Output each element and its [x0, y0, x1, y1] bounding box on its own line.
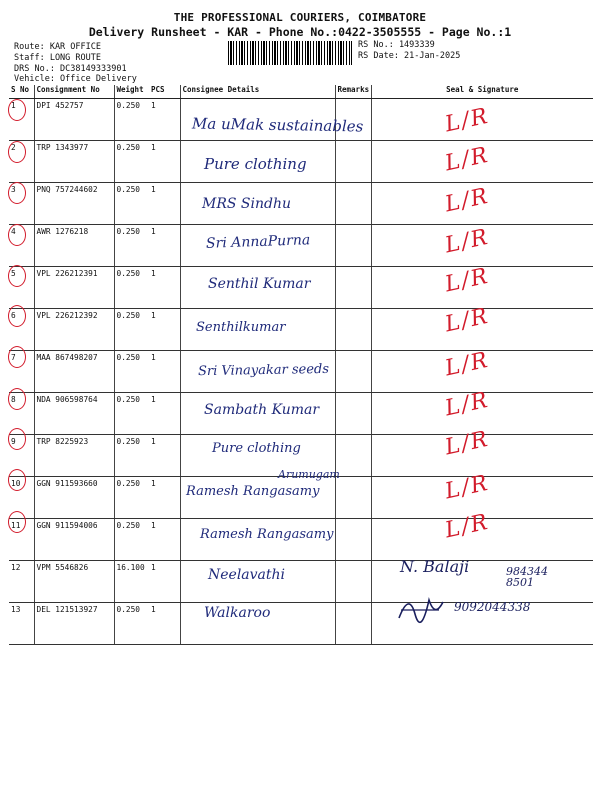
row-consignment: MAA 867498207 — [34, 351, 114, 393]
row-remarks — [335, 141, 371, 183]
check-circle-icon — [8, 469, 26, 491]
row-consignment: GGN 911594006 — [34, 519, 114, 561]
row-consignment: PNQ 757244602 — [34, 183, 114, 225]
row-pcs: 1 — [149, 225, 180, 267]
handwritten-phone: 9843448501 — [506, 565, 548, 589]
row-weight: 0.250 — [114, 309, 149, 351]
handwritten-consignee: Senthilkumar — [196, 320, 286, 335]
handwritten-phone: 9092044338 — [454, 600, 531, 614]
check-circle-icon — [8, 428, 26, 450]
row-remarks — [335, 309, 371, 351]
col-pcs: PCS — [149, 85, 180, 99]
row-weight: 0.250 — [114, 267, 149, 309]
handwritten-consignee: Neelavathi — [208, 567, 286, 583]
row-weight: 0.250 — [114, 351, 149, 393]
handwritten-signature: L/R — [442, 426, 492, 461]
row-consignment: DEL 121513927 — [34, 603, 114, 645]
handwritten-signature: L/R — [442, 224, 492, 259]
row-remarks — [335, 183, 371, 225]
rs-number: RS No.: 1493339 — [358, 40, 435, 50]
row-consignment: VPL 226212391 — [34, 267, 114, 309]
handwritten-signature: L/R — [442, 103, 492, 138]
col-sno: S No — [9, 85, 34, 99]
row-pcs: 1 — [149, 99, 180, 141]
row-consignment: GGN 911593660 — [34, 477, 114, 519]
row-remarks — [335, 435, 371, 477]
handwritten-signature: L/R — [442, 387, 492, 422]
handwritten-consignee: Walkaroo — [204, 605, 271, 621]
handwritten-consignee: Sri Vinayakar seeds — [197, 361, 330, 380]
row-remarks — [335, 519, 371, 561]
check-circle-icon — [8, 141, 26, 163]
row-pcs: 1 — [149, 141, 180, 183]
runsheet-subtitle: Delivery Runsheet - KAR - Phone No.:0422-3505555 - Page No.:1 — [88, 25, 512, 39]
row-remarks — [335, 477, 371, 519]
row-consignment: AWR 1276218 — [34, 225, 114, 267]
row-sno: 5 — [9, 267, 34, 309]
check-circle-icon — [8, 305, 26, 327]
row-remarks — [335, 225, 371, 267]
staff-label: Staff: LONG ROUTE — [14, 53, 101, 63]
col-consignment: Consignment No — [34, 85, 114, 99]
row-consignment: VPM 5546826 — [34, 561, 114, 603]
handwritten-signature: L/R — [442, 509, 492, 544]
check-circle-icon — [8, 388, 26, 410]
handwritten-consignee: Ramesh Rangasamy — [200, 527, 334, 542]
table-row — [9, 309, 593, 351]
col-weight: Weight — [114, 85, 149, 99]
handwritten-signature: L/R — [442, 347, 492, 382]
row-weight: 0.250 — [114, 183, 149, 225]
handwritten-consignee: Sri AnnaPurna — [205, 232, 311, 252]
row-weight: 0.250 — [114, 141, 149, 183]
row-sno: 3 — [9, 183, 34, 225]
handwritten-signature: L/R — [442, 263, 492, 298]
row-pcs: 1 — [149, 267, 180, 309]
row-sno: 7 — [9, 351, 34, 393]
row-consignment: TRP 8225923 — [34, 435, 114, 477]
row-weight: 0.250 — [114, 603, 149, 645]
check-circle-icon — [8, 511, 26, 533]
row-sno: 11 — [9, 519, 34, 561]
row-pcs: 1 — [149, 561, 180, 603]
row-weight: 0.250 — [114, 225, 149, 267]
row-remarks — [335, 393, 371, 435]
row-sno: 4 — [9, 225, 34, 267]
col-remarks: Remarks — [335, 85, 371, 99]
check-circle-icon — [8, 182, 26, 204]
check-circle-icon — [8, 346, 26, 368]
handwritten-signer-name: N. Balaji — [400, 557, 470, 576]
drs-number: DRS No.: DC38149333901 — [14, 64, 127, 74]
handwritten-note: Arumugam — [278, 468, 340, 481]
row-sno: 9 — [9, 435, 34, 477]
row-pcs: 1 — [149, 435, 180, 477]
row-consignment: TRP 1343977 — [34, 141, 114, 183]
row-sno: 13 — [9, 603, 34, 645]
check-circle-icon — [8, 99, 26, 121]
row-remarks — [335, 351, 371, 393]
row-sno: 10 — [9, 477, 34, 519]
row-sno: 2 — [9, 141, 34, 183]
row-weight: 0.250 — [114, 99, 149, 141]
row-remarks — [335, 603, 371, 645]
row-sno: 12 — [9, 561, 34, 603]
row-pcs: 1 — [149, 603, 180, 645]
row-weight: 0.250 — [114, 435, 149, 477]
row-sno: 1 — [9, 99, 34, 141]
vehicle-label: Vehicle: Office Delivery — [14, 74, 137, 84]
handwritten-consignee: Sambath Kumar — [204, 402, 320, 418]
row-weight: 0.250 — [114, 519, 149, 561]
row-pcs: 1 — [149, 351, 180, 393]
handwritten-consignee: Pure clothing — [212, 441, 301, 456]
row-pcs: 1 — [149, 519, 180, 561]
handwritten-signature: L/R — [442, 303, 492, 338]
row-remarks — [335, 561, 371, 603]
handwritten-consignee: Senthil Kumar — [208, 276, 311, 292]
row-remarks — [335, 267, 371, 309]
row-pcs: 1 — [149, 309, 180, 351]
company-title: THE PROFESSIONAL COURIERS, COIMBATORE — [173, 11, 427, 24]
check-circle-icon — [8, 265, 26, 287]
row-weight: 0.250 — [114, 477, 149, 519]
handwritten-signature: L/R — [442, 183, 492, 218]
row-sno: 8 — [9, 393, 34, 435]
handwritten-signature: L/R — [442, 142, 492, 177]
handwritten-consignee: Ma uMak sustainables — [191, 114, 364, 136]
handwritten-consignee: MRS Sindhu — [202, 196, 291, 212]
row-consignment: NDA 906598764 — [34, 393, 114, 435]
check-circle-icon — [8, 224, 26, 246]
row-weight: 0.250 — [114, 393, 149, 435]
row-weight: 16.100 — [114, 561, 149, 603]
handwritten-consignee: Pure clothing — [204, 155, 307, 173]
row-sno: 6 — [9, 309, 34, 351]
rs-date: RS Date: 21-Jan-2025 — [358, 51, 461, 61]
signature-scribble-icon — [395, 588, 447, 628]
table-row — [9, 183, 593, 225]
route-label: Route: KAR OFFICE — [14, 42, 101, 52]
col-consignee: Consignee Details — [180, 85, 335, 99]
table-header-row — [9, 85, 593, 99]
row-pcs: 1 — [149, 183, 180, 225]
row-pcs: 1 — [149, 477, 180, 519]
handwritten-signature: L/R — [442, 470, 492, 505]
barcode-icon — [228, 41, 352, 65]
handwritten-consignee: Ramesh Rangasamy — [186, 484, 320, 499]
row-consignment: DPI 452757 — [34, 99, 114, 141]
col-seal: Seal & Signature — [371, 85, 593, 99]
row-consignment: VPL 226212392 — [34, 309, 114, 351]
row-pcs: 1 — [149, 393, 180, 435]
